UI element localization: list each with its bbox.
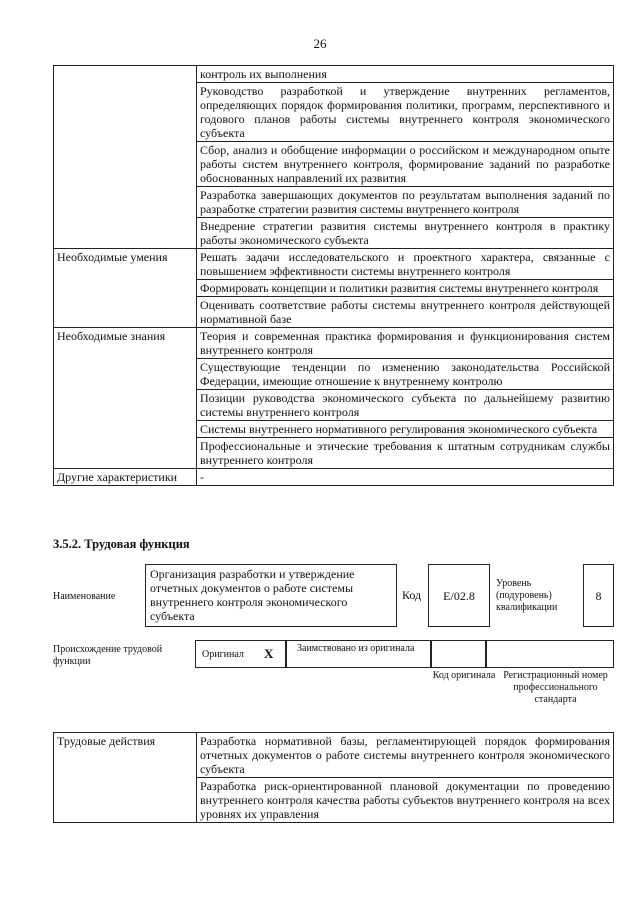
row-label-actions: Трудовые действия [54, 733, 197, 823]
table-cell: Сбор, анализ и обобщение информации о российском и международном опыте работы систем внутреннего контроля, формирование заданий по разработке обоснованных направлений их развития [197, 142, 614, 187]
row-label-other: Другие характеристики [54, 469, 197, 486]
table-row [54, 469, 614, 486]
table-cell: - [197, 469, 614, 486]
table-cell: Теория и современная практика формирования и функционирования систем внутреннего контроля [197, 328, 614, 359]
original-mark: X [264, 646, 274, 661]
function-name-box [145, 564, 397, 627]
level-box [583, 564, 614, 627]
reg-caption: Регистрационный номер профессионального стандарта [503, 670, 608, 705]
code-box [428, 564, 490, 627]
code-caption: Код оригинала [432, 670, 496, 681]
row-label-skills: Необходимые умения [54, 249, 197, 328]
table-row [54, 328, 614, 359]
labor-actions-table [53, 732, 614, 823]
row-label-knowledge: Необходимые знания [54, 328, 197, 469]
original-label: Оригинал [202, 649, 244, 660]
table-cell: Оценивать соответствие работы системы внутреннего контроля действующей нормативной базе [197, 297, 614, 328]
name-label: Наименование [53, 591, 116, 602]
table-cell: контроль их выполнения [197, 66, 614, 83]
table-row [54, 66, 614, 83]
table-cell: Системы внутреннего нормативного регулирования экономического субъекта [197, 421, 614, 438]
borrowed-label: Заимствовано из оригинала [297, 643, 415, 654]
code-label: Код [402, 588, 422, 602]
row-label [54, 66, 197, 249]
table-cell: Формировать концепции и политики развития системы внутреннего контроля [197, 280, 614, 297]
reg-number-box [486, 640, 614, 668]
table-cell: Внедрение стратегии развития системы внутреннего контроля в практику работы экономического субъекта [197, 218, 614, 249]
page-number: 26 [313, 36, 327, 51]
borrowed-box [286, 640, 431, 668]
table-cell: Разработка нормативной базы, регламентирующей порядок формирования отчетных документов о работе системы внутреннего контроля экономического субъекта [197, 733, 614, 778]
table-cell: Разработка завершающих документов по результатам выполнения заданий по разработке стратегии развития системы внутреннего контроля [197, 187, 614, 218]
table-row [54, 733, 614, 778]
code-value: E/02.8 [443, 589, 475, 603]
function-name-value: Организация разработки и утверждение отчетных документов о работе системы внутреннего контроля экономического субъекта [150, 567, 355, 623]
original-box [195, 640, 286, 668]
level-value: 8 [595, 589, 602, 603]
original-code-box [431, 640, 486, 668]
table-cell: Существующие тенденции по изменению законодательства Российской Федерации, имеющие отношение к внутреннему контролю [197, 359, 614, 390]
section-title: 3.5.2. Трудовая функция [53, 537, 190, 551]
requirements-table [53, 65, 614, 486]
table-row [54, 249, 614, 280]
table-cell: Разработка риск-ориентированной плановой документации по проведению внутреннего контроля качества работы субъектов внутреннего контроля на всех уровнях их управления [197, 778, 614, 823]
table-cell: Позиции руководства экономического субъекта по дальнейшему развитию системы внутреннего контроля [197, 390, 614, 421]
level-label: Уровень (подуровень) квалификации [496, 578, 558, 613]
table-cell: Профессиональные и этические требования к штатным сотрудникам службы внутреннего контроля [197, 438, 614, 469]
origin-label: Происхождение трудовой функции [53, 644, 163, 667]
table-cell: Решать задачи исследовательского и проектного характера, связанные с повышением эффективности системы внутреннего контроля [197, 249, 614, 280]
table-cell: Руководство разработкой и утверждение внутренних регламентов, определяющих порядок формирования политики, программ, перспективного и годового планов работы системы внутреннего контроля экономического субъекта [197, 83, 614, 142]
